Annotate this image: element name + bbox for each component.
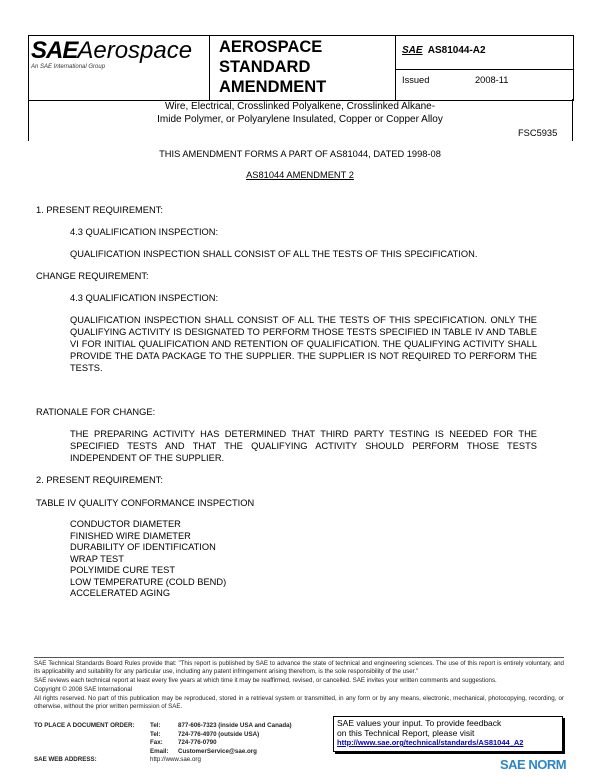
subsection-heading: 4.3 QUALIFICATION INSPECTION: xyxy=(70,293,219,303)
paragraph: QUALIFICATION INSPECTION SHALL CONSIST OF ALL THE TESTS OF THIS SPECIFICATION. xyxy=(70,249,478,259)
list-item: LOW TEMPERATURE (COLD BEND) xyxy=(70,576,227,587)
order-label: TO PLACE A DOCUMENT ORDER: xyxy=(34,722,135,729)
test-list xyxy=(70,519,226,600)
list-item: WRAP TEST xyxy=(70,553,124,564)
list-item: POLYIMIDE CURE TEST xyxy=(70,565,176,575)
amendment-title: AS81044 AMENDMENT 2 xyxy=(246,170,354,180)
list-item: ACCELERATED AGING xyxy=(70,588,171,598)
contact-list: Tel: 877-606-7323 (inside USA and Canada) Tel: 724-776-4970 (outside USA) Fax: 724-776-0790 Email: CustomerService@sae.org http://www.sae.org xyxy=(150,722,292,763)
footer-rights: All rights reserved. No part of this publication may be reproduced, stored in a retrieval system or transmitted, in any form or by any means, electronic, mechanical, photocopying, recording, or otherwise, without the prior written permission of SAE. xyxy=(34,695,564,710)
watermark: SAE NORM xyxy=(500,757,567,772)
list-item: DURABILITY OF IDENTIFICATION xyxy=(70,542,216,552)
issued-label: Issued xyxy=(402,75,430,85)
table-heading: TABLE IV QUALITY CONFORMANCE INSPECTION xyxy=(36,498,255,508)
document-subtitle: Wire, Electrical, Crosslinked Polyalkene, Crosslinked Alkane- Imide Polymer, or Polyarylene Insulated, Copper or Copper Alloy xyxy=(157,101,443,125)
feedback-link[interactable]: http://www.sae.org/technical/standards/AS81044_A2 xyxy=(337,738,524,747)
footer-review: SAE reviews each technical report at least every five years at which time it may be reaffirmed, revised, or cancelled. SAE invites your written comments and suggestions. xyxy=(34,677,497,684)
list-item: CONDUCTOR DIAMETER xyxy=(70,519,181,529)
intro-text: THIS AMENDMENT FORMS A PART OF AS81044, DATED 1998-08 xyxy=(159,149,441,159)
section-heading: 2. PRESENT REQUIREMENT: xyxy=(36,475,163,485)
section-heading: 1. PRESENT REQUIREMENT: xyxy=(36,205,163,215)
list-item: FINISHED WIRE DIAMETER xyxy=(70,530,191,541)
web-address[interactable]: http://www.sae.org xyxy=(150,756,201,763)
paragraph: QUALIFICATION INSPECTION SHALL CONSIST OF ALL THE TESTS OF THIS SPECIFICATION. ONLY THE QUALIFYING ACTIVITY IS DESIGNATED TO PERFORM THOSE TESTS SPECIFIED IN TABLE IV AND TABLE VI FOR INITIAL QUALIFICATION AND RETENTION OF QUALIFICATION. THE QUALIFYING ACTIVITY SHALL PROVIDE THE DATA PACKAGE TO THE SUPPLIER. THE SUPPLIER IS NOT REQUIRED TO PERFORM THE TESTS. xyxy=(70,315,537,373)
section-heading: RATIONALE FOR CHANGE: xyxy=(36,407,156,417)
fsc-code: FSC5935 xyxy=(518,128,558,138)
sae-aerospace-logo: SAEAerospace xyxy=(31,37,193,64)
footer xyxy=(34,660,564,711)
document-number: SAE AS81044-A2 xyxy=(402,45,486,56)
feedback-box: SAE values your input. To provide feedback on this Technical Report, please visit http://www.sae.org/technical/standards/AS81044_A2 xyxy=(333,716,563,752)
document-type-title: AEROSPACE STANDARD AMENDMENT xyxy=(219,38,327,96)
logo-tagline: An SAE International Group xyxy=(31,64,106,70)
issued-date: 2008-11 xyxy=(475,75,509,85)
footer-divider xyxy=(34,657,564,658)
paragraph: THE PREPARING ACTIVITY HAS DETERMINED THAT THIRD PARTY TESTING IS NEEDED FOR THE SPECIFIED TESTS AND THAT THE QUALIFYING ACTIVITY SHOULD PERFORM THOSE TESTS INDEPENDENT OF THE SUPPLIER. xyxy=(70,429,537,463)
footer-rules: SAE Technical Standards Board Rules provide that: "This report is published by SAE to advance the state of technical and engineering sciences. The use of this report is entirely voluntary, and its applicability and suitability for any particular use, including any patent infringement arising therefrom, is the sole responsibility of the user." xyxy=(34,660,564,675)
section-heading: CHANGE REQUIREMENT: xyxy=(36,271,149,281)
subsection-heading: 4.3 QUALIFICATION INSPECTION: xyxy=(70,227,219,237)
web-label: SAE WEB ADDRESS: xyxy=(34,756,97,763)
footer-copyright: Copyright © 2008 SAE International xyxy=(34,686,133,693)
